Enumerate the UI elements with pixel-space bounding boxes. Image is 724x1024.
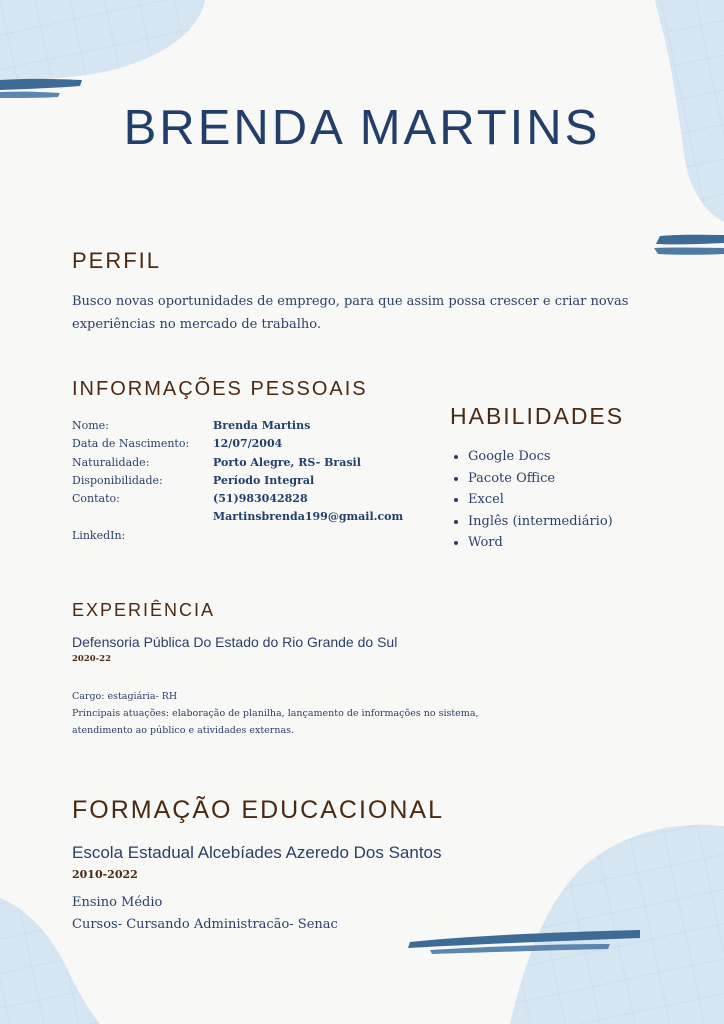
education-years: 2010-2022: [72, 868, 138, 881]
label-disponibilidade: Disponibilidade:: [72, 474, 163, 487]
education-level: Ensino Médio: [72, 895, 163, 910]
skills-list: [450, 446, 613, 554]
resume-name: BRENDA MARTINS: [123, 101, 601, 155]
experience-duties-line2: atendimento ao público e atividades externas.: [72, 725, 295, 736]
skill-item: • Word: [468, 532, 613, 554]
skill-item: • Inglês (intermediário): [468, 511, 613, 533]
label-linkedin: LinkedIn:: [72, 529, 126, 542]
brush-stroke-top-left: [0, 79, 82, 98]
skill-item: • Excel: [468, 489, 613, 511]
value-disponibilidade: Período Integral: [213, 474, 315, 487]
map-shape-bottom-right: [510, 825, 724, 1024]
value-naturalidade: Porto Alegre, RS- Brasil: [213, 456, 361, 469]
section-title-experience: EXPERIÊNCIA: [72, 600, 216, 620]
skill-item: • Google Docs: [468, 446, 613, 468]
value-nome: Brenda Martins: [213, 419, 311, 432]
education-school: Escola Estadual Alcebíades Azeredo Dos Santos: [72, 843, 442, 862]
value-email[interactable]: Martinsbrenda199@gmail.com: [213, 510, 404, 523]
section-title-skills: HABILIDADES: [450, 403, 625, 429]
experience-duties-line1: Principais atuações: elaboração de planilha, lançamento de informações no sistema,: [72, 708, 479, 719]
education-courses: Cursos- Cursando Administracão- Senac: [72, 917, 338, 932]
label-nascimento: Data de Nascimento:: [72, 437, 190, 450]
experience-years: 2020-22: [72, 654, 112, 664]
section-title-education: FORMAÇÃO EDUCACIONAL: [72, 796, 444, 824]
label-contato: Contato:: [72, 492, 120, 505]
brush-stroke-top-right: [654, 235, 724, 255]
perfil-text: Busco novas oportunidades de emprego, para que assim possa crescer e criar novas experiências no mercado de trabalho.: [72, 294, 629, 332]
label-naturalidade: Naturalidade:: [72, 456, 150, 469]
section-title-info: INFORMAÇÕES PESSOAIS: [72, 378, 368, 400]
label-nome: Nome:: [72, 419, 109, 432]
section-title-perfil: PERFIL: [72, 248, 162, 273]
experience-organization: Defensoria Pública Do Estado do Rio Grande do Sul: [72, 634, 398, 650]
value-nascimento: 12/07/2004: [213, 437, 283, 450]
map-shape-top-left: [0, 0, 205, 86]
value-telefone: (51)983042828: [213, 492, 308, 505]
experience-role: Cargo: estagiária- RH: [72, 691, 178, 702]
skill-item: • Pacote Office: [468, 468, 613, 490]
